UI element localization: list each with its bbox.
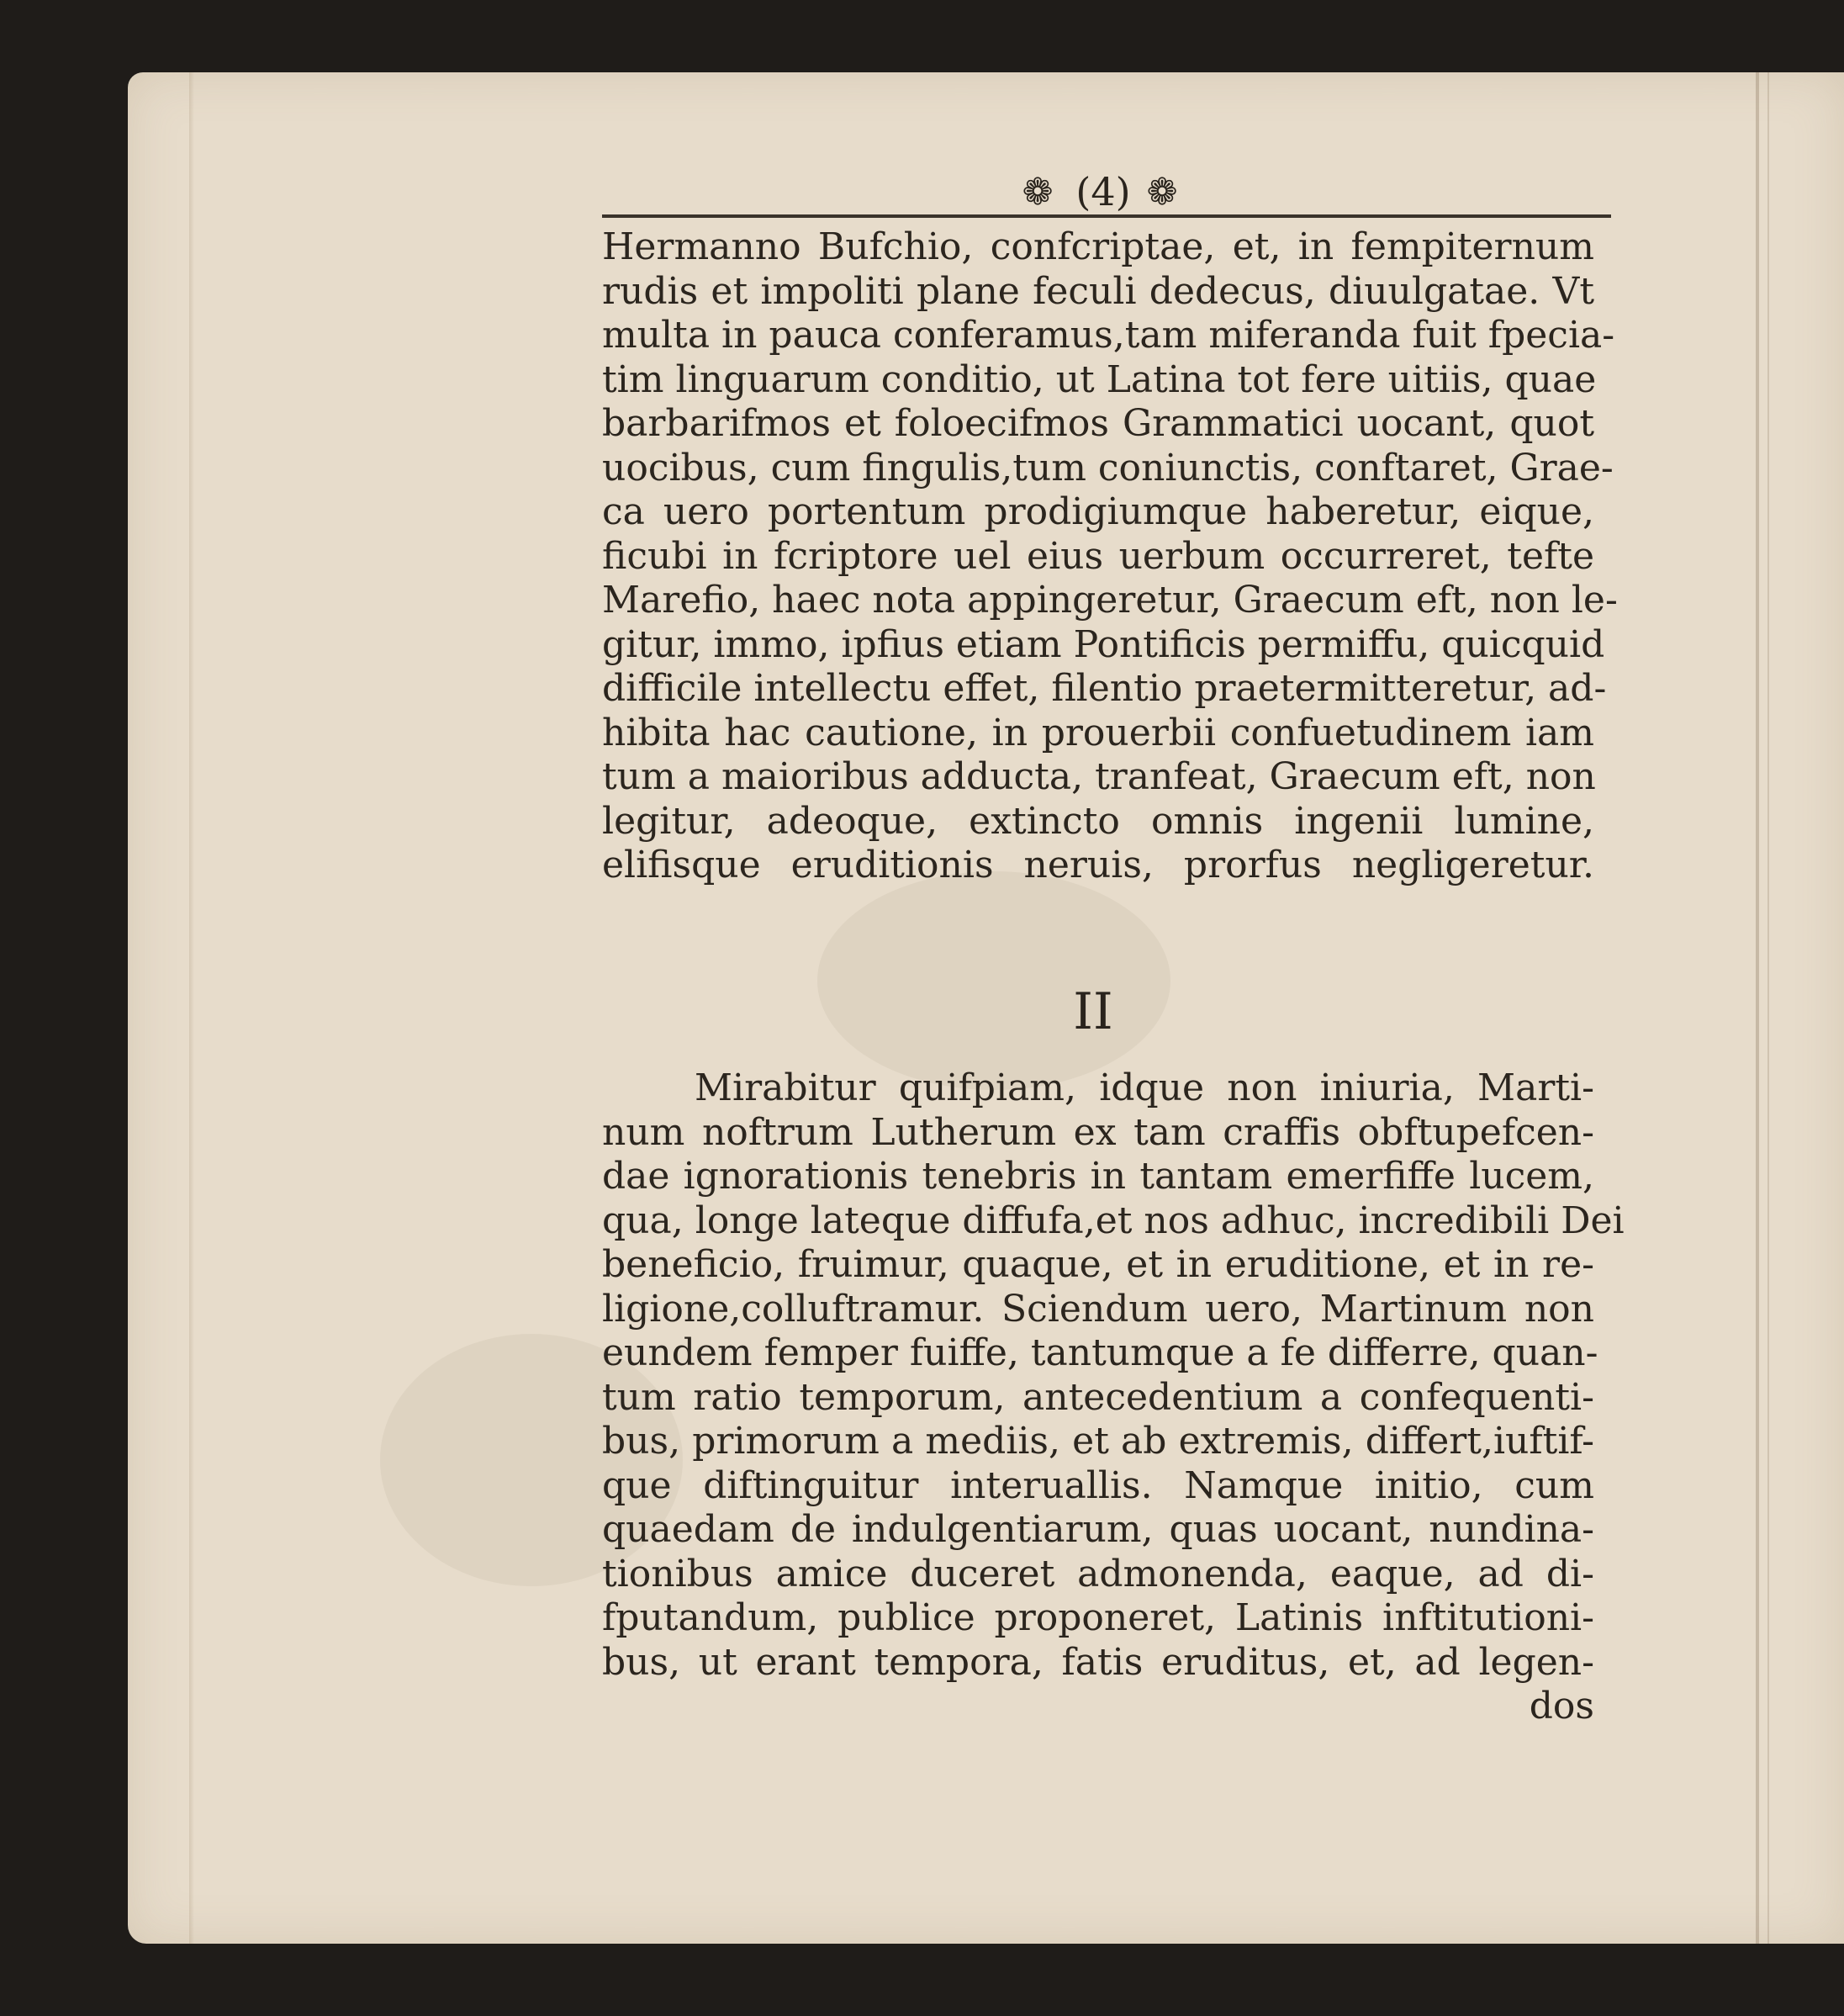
text-line: qua, longe lateque diffufa,et nos adhuc, incredibili Dei [602,1198,1625,1242]
text-line: dae ignorationis tenebris in tantam emerfiffe lucem, [602,1155,1594,1198]
text-line: Mirabitur quifpiam, idque non iniuria, Marti- [695,1066,1594,1109]
header-rule [602,214,1611,218]
text-line: tionibus amice duceret admonenda, eaque, ad di- [602,1552,1594,1595]
text-line: bus, ut erant tempora, fatis eruditus, et, ad legen- [602,1640,1594,1684]
page-number: (4) [1075,169,1131,214]
paragraph-1 [602,225,1618,888]
text-line: legitur, adeoque, extincto omnis ingenii lumine, [602,799,1594,843]
section-heading: II [1073,982,1113,1041]
page-fold-edge [189,72,194,1944]
text-line: Hermanno Bufchio, confcriptae, et, in fempiternum [602,225,1594,268]
binding-edge [1767,72,1769,1944]
text-line: multa in pauca conferamus,tam miferanda fuit fpecia- [602,314,1615,357]
text-line: Marefio, haec nota appingeretur, Graecum eft, non le- [602,579,1618,622]
text-line: hibita hac cautione, in prouerbii confuetudinem iam [602,711,1594,754]
text-line: fputandum, publice proponeret, Latinis inftitutioni- [602,1596,1594,1639]
text-line: ficubi in fcriptore uel eius uerbum occurreret, tefte [602,534,1594,578]
paragraph-2 [602,1066,1625,1729]
text-line: num noftrum Lutherum ex tam craffis obftupefcen- [602,1110,1594,1154]
text-line: tum ratio temporum, antecedentium a confequenti- [602,1375,1594,1419]
text-line: ligione,colluftramur. Sciendum uero, Martinum non [602,1287,1594,1331]
text-line: barbarifmos et foloecifmos Grammatici uocant, quot [602,402,1594,445]
text-line: que diftinguitur interuallis. Namque initio, cum [602,1463,1594,1507]
text-line: difficile intellectu effet, filentio praetermitteretur, ad- [602,667,1607,710]
catchword: dos [1529,1685,1594,1728]
paper-stain [817,871,1170,1090]
running-header [602,164,1611,223]
text-line: elifisque eruditionis neruis, prorfus negligeretur. [602,844,1594,886]
flower-ornament-icon: ❁ [1146,171,1178,214]
flower-ornament-icon: ❁ [1022,171,1054,214]
text-line: gitur, immo, ipfius etiam Pontificis permiffu, quicquid [602,622,1605,666]
text-line: ca uero portentum prodigiumque haberetur, eique, [602,490,1594,533]
text-line: beneficio, fruimur, quaque, et in eruditione, et in re- [602,1243,1594,1286]
text-line: eundem femper fuiffe, tantumque a fe differre, quan- [602,1331,1598,1374]
text-line: quaedam de indulgentiarum, quas uocant, nundina- [602,1508,1594,1551]
text-line: bus, primorum a mediis, et ab extremis, differt,iuftif- [602,1420,1594,1463]
text-line: uocibus, cum fingulis,tum coniunctis, conftaret, Grae- [602,446,1614,489]
text-line: rudis et impoliti plane feculi dedecus, diuulgatae. Vt [602,269,1594,313]
text-line: tim linguarum conditio, ut Latina tot fere uitiis, quae [602,357,1597,401]
binding-edge [1756,72,1759,1944]
text-line: tum a maioribus adducta, tranfeat, Graecum eft, non [602,755,1596,798]
